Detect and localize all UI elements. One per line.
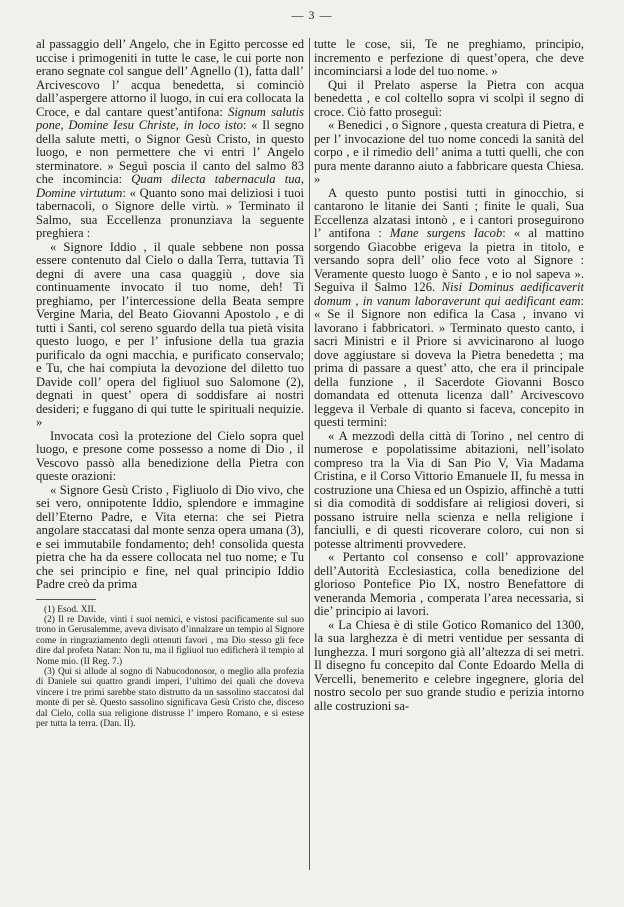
page-number: — 3 — <box>291 8 333 22</box>
paragraph: « Signore Gesù Cristo , Figliuolo di Dio vivo, che sei vero, onnipotente Iddio, splendore e immagine dell’Eterno Padre, e Vita eterna: che sei Pietra angolare staccatasi dal monte senza opera umana (3), e sei immutabile fondamento; deh! consolida questa pietra che ha da essere collocata nel tuo nome; e Tu che sei principio e fine, nel qual principio Iddio Padre creò da prima <box>36 482 304 591</box>
paragraph: Qui il Prelato asperse la Pietra con acqua benedetta , e col coltello sopra vi scolpì il segno di croce. Ciò fatto proseguì: <box>314 77 584 119</box>
column-divider <box>309 38 310 870</box>
footnote-divider <box>36 599 96 600</box>
text-span: : « Quanto sono mai deliziosi i tuoi tabernacoli, o Signore delle virtù. » Terminato il Salmo, sua Eccellenza pronunziava la seguente preghiera : <box>36 185 304 240</box>
text-span: : « al mattino sorgendo Giacobbe erigeva la pietra in titolo, e versando sopra dell’ olio fece voto al Signore : Veramente questo luogo è Santo , e io nol sapeva ». Seguiva il Salmo 126. <box>314 226 584 294</box>
paragraph: Invocata così la protezione del Cielo sopra quel luogo, e presone come possesso a nome di Dio , il Vescovo passò alla benedizione della Pietra con queste orazioni: <box>36 428 304 483</box>
text-span: A questo punto postisi tutti in ginocchio, si cantarono le litanie dei Santi ; finite le quali, Sua Eccellenza alzatasi intonò , e i cantori proseguirono l’ antifona : <box>314 185 584 240</box>
latin-psalm: Nisi Dominus aedificaverit domum , in vanum laboraverunt qui aedificant eam <box>314 280 584 308</box>
footnote: (3) Qui si allude al sogno di Nabucodonosor, o meglio alla profezia di Daniele sui quattro grandi imperi, l’ultimo dei quali che doveva vincere i tre primi sarebbe stato distrutto da un sassolino staccatosi dal monte di per sè. Questo sassolino significava Gesù Cristo che, disceso dal Cielo, colla sua religione distrusse l’ impero Romano, e si estese per tutta la terra. (Dan. II). <box>36 666 304 729</box>
text-span: al passaggio dell’ Angelo, che in Egitto percosse ed uccise i primogeniti in tutte le case, le cui porte non erano segnate col sangue dell’ Agnello (1), fatta dall’ Arcivescovo l’ acqua benedetta, si cominciò dall’aspergere attorno il luogo, in cui era collocata la Croce, e dal cantare quest’antifona: <box>36 37 304 119</box>
paragraph: « Signore Iddio , il quale sebbene non possa essere contenuto dal Cielo o dalla Terra, tuttavia Ti degni di avere una casa quaggiù , dove sia continuamente invocato il tuo nome, deh! Ti preghiamo, per l’intercessione della Beata sempre Vergine Maria, del Beato Giovanni Apostolo , e di tutti i Santi, col sereno sguardo della tua pietà visita questo luogo, e per l’ infusione della tua grazia purificalo da ogni macchia, e purificato conservalo; e Tu, che hai compiuta la devozione del diletto tuo Davide coll’ opera del figliuol suo Salomone (2), degnati in quest’ opera di soddisfare ai nostri desideri; e fuggano di qui tutte le spirituali nequizie. » <box>36 239 304 429</box>
right-column <box>314 38 584 713</box>
paragraph <box>36 38 304 241</box>
latin-psalm: Quam dilecta tabernacula tua, Domine virtutum <box>36 172 304 200</box>
latin-antiphon: Mane surgens Iacob <box>389 226 503 240</box>
paragraph: tutte le cose, sii, Te ne preghiamo, principio, incremento e perfezione di quest’opera, che deve incominciarsi a lode del tuo nome. » <box>314 37 584 78</box>
footnote: (1) Esod. XII. <box>44 604 97 615</box>
paragraph: « Pertanto col consenso e coll’ approvazione dell’Autorità Ecclesiastica, colla benedizione del glorioso Pontefice Pio IX, nostro Benefattore di veneranda Memoria , comperata l’area necessaria, si die’ principio ai lavori. <box>314 550 584 618</box>
left-column <box>36 38 304 729</box>
paragraph: « Benedici , o Signore , questa creatura di Pietra, e per l’ invocazione del tuo nome concedi la sanità del corpo , e il rimedio dell’ anima a tutti quelli, che con pura mente daranno aiuto a fabbricare questa Chiesa. » <box>314 118 584 186</box>
latin-antiphon: Signum salutis pone, Domine Iesu Christe, in loco isto <box>36 104 304 132</box>
footnote: (2) Il re Davide, vinti i suoi nemici, e vistosi pacificamente sul suo trono in Gerusalemme, aveva divisato d’innalzare un tempio al Signore come in ringraziamento degli ottenuti favori , ma Dio stesso gli fece dire dal profeta Natan: Non tu, ma il figliuol tuo edificherà il tempio al Nome mio. (II Reg. 7.) <box>36 614 304 667</box>
footnotes <box>36 605 304 730</box>
paragraph: « A mezzodì della città di Torino , nel centro di numerose e popolatissime abitazioni, nell’isolato compreso tra la Via di San Pio V, Via Madama Cristina, e il Corso Vittorio Emanuele II, fu messa in costruzione una Chiesa ed un Ospizio, affinchè a tutti si dia comodità di soddisfare ai religiosi doveri, si possano istruire nella scienza e nella religione i fanciulli, e di questi ricoverare coloro, cui non si potesse altrimenti provvedere. <box>314 428 584 551</box>
paragraph <box>314 187 584 430</box>
text-span: : « Se il Signore non edifica la Casa , invano vi lavorano i fabbricatori. » Terminato questo canto, i sacri Ministri e il Priore si avvicinarono al luogo dove aggiustare si doveva la Pietra benedetta ; ma prima di passare a quest’ atto, che era il principale della funzione , il Sacerdote Giovanni Bosco domandata ed ottenuta licenza dall’ Arcivescovo leggeva il Verbale di quanto si faceva, concepito in questi termini: <box>314 293 584 429</box>
text-span: : « Il segno della salute metti, o Signor Gesù Cristo, in questo luogo, e non permettere che vi entri l’ Angelo sterminatore. » Seguì poscia il canto del salmo 83 che incomincia: <box>36 118 304 186</box>
paragraph: « La Chiesa è di stile Gotico Romanico del 1300, la sua larghezza è di metri ventidue per sessanta di lunghezza. I muri sorgono già all’altezza di sei metri. Il disegno fu concepito dal Conte Edoardo Mella di Vercelli, benemerito e celebre ingegnere, gloria del nostro secolo per suo grande studio e perizia intorno alle costruzioni sa- <box>314 617 584 713</box>
